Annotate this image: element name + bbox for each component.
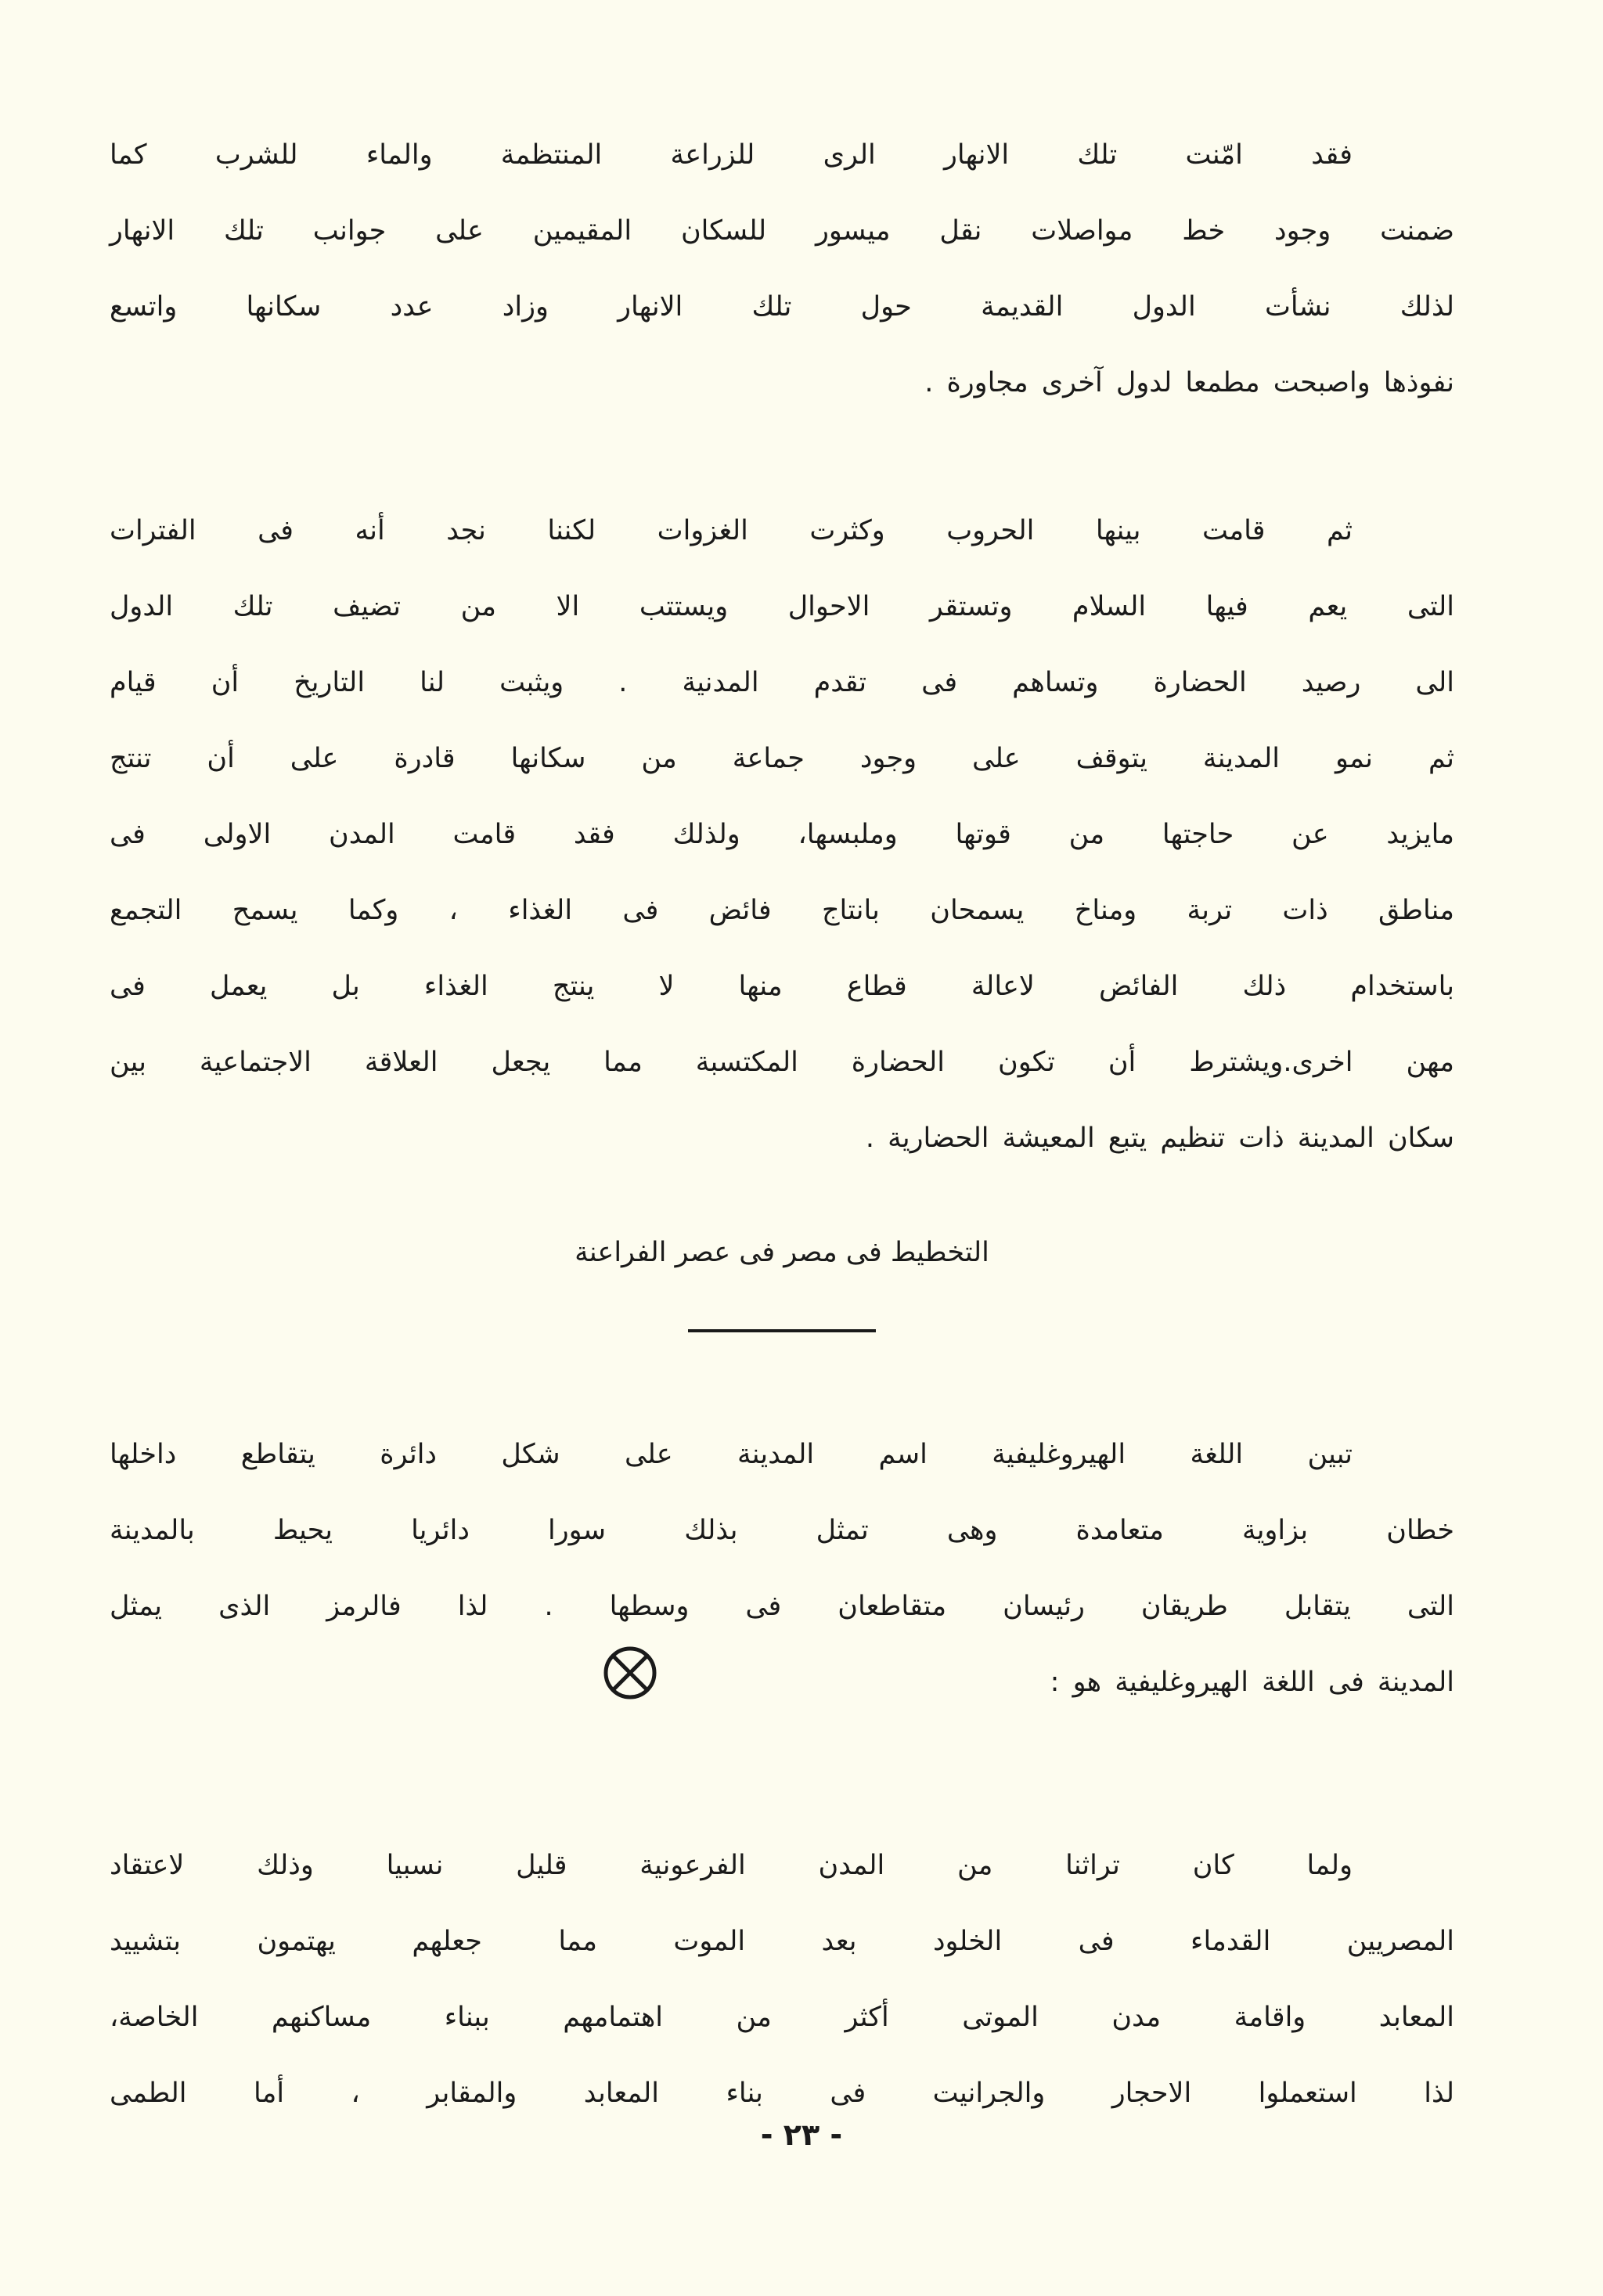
- text-line: مناطق ذات تربة ومناخ يسمحان بانتاج فائض فى الغذاء ، وكما يسمح التجمع: [110, 895, 1454, 926]
- section-heading: التخطيط فى مصر فى عصر الفراعنة: [575, 1237, 989, 1268]
- text-line: ثم قامت بينها الحروب وكثرت الغزوات لكننا نجد أنه فى الفترات: [110, 515, 1353, 546]
- text-line: ضمنت وجود خط مواصلات نقل ميسور للسكان المقيمين على جوانب تلك الانهار: [110, 215, 1454, 247]
- text-line: الى رصيد الحضارة وتساهم فى تقدم المدنية . ويثبت لنا التاريخ أن قيام: [110, 667, 1454, 698]
- text-line: المصريين القدماء فى الخلود بعد الموت مما جعلهم يهتمون بتشييد: [110, 1926, 1454, 1957]
- text-line: سكان المدينة ذات تنظيم يتبع المعيشة الحضارية .: [865, 1123, 1454, 1154]
- text-line: باستخدام ذلك الفائض لاعالة قطاع منها لا ينتج الغذاء بل يعمل فى: [110, 971, 1454, 1002]
- text-line: التى يتقابل طريقان رئيسان متقاطعان فى وسطها . لذا فالرمز الذى يمثل: [110, 1591, 1454, 1622]
- paragraph-hieroglyph: [110, 1417, 1454, 1721]
- text-line: التى يعم فيها السلام وتستقر الاحوال ويستتب الا من تضيف تلك الدول: [110, 591, 1454, 622]
- text-line: لذا استعملوا الاحجار والجرانيت فى بناء المعابد والمقابر ، أما الطمى: [110, 2078, 1454, 2109]
- text-line: مايزيد عن حاجتها من قوتها وملبسها، ولذلك فقد قامت المدن الاولى فى: [110, 819, 1454, 850]
- paragraph-wars-and-cities: [110, 493, 1454, 1177]
- text-line: ولما كان تراثنا من المدن الفرعونية قليل نسبيا وذلك لاعتقاد: [110, 1850, 1353, 1881]
- text-line: تبين اللغة الهيروغليفية اسم المدينة على شكل دائرة يتقاطع داخلها: [110, 1439, 1353, 1470]
- city-hieroglyph-circle-cross-icon: [603, 1645, 657, 1700]
- heading-underline: [688, 1329, 876, 1332]
- text-line: ثم نمو المدينة يتوقف على وجود جماعة من سكانها قادرة على أن تنتج: [110, 743, 1454, 774]
- paragraph-rivers: [110, 117, 1454, 421]
- text-line: المعابد واقامة مدن الموتى أكثر من اهتمامهم ببناء مساكنهم الخاصة،: [110, 2002, 1454, 2033]
- text-line: فقد امّنت تلك الانهار الرى للزراعة المنتظمة والماء للشرب كما: [110, 139, 1353, 171]
- document-page: [110, 117, 1454, 2296]
- paragraph-pharaonic-heritage: [110, 1828, 1454, 2132]
- page-number: - ٢٣ -: [760, 2118, 843, 2152]
- text-line: نفوذها واصبحت مطمعا لدول آخرى مجاورة .: [924, 367, 1454, 398]
- text-line: لذلك نشأت الدول القديمة حول تلك الانهار وزاد عدد سكانها واتسع: [110, 291, 1454, 323]
- text-line: المدينة فى اللغة الهيروغليفية هو :: [1050, 1667, 1454, 1698]
- text-line: خطان بزاوية متعامدة وهى تمثل بذلك سورا دائريا يحيط بالمدينة: [110, 1515, 1454, 1546]
- text-line: مهن اخرى.ويشترط أن تكون الحضارة المكتسبة مما يجعل العلاقة الاجتماعية بين: [110, 1047, 1454, 1078]
